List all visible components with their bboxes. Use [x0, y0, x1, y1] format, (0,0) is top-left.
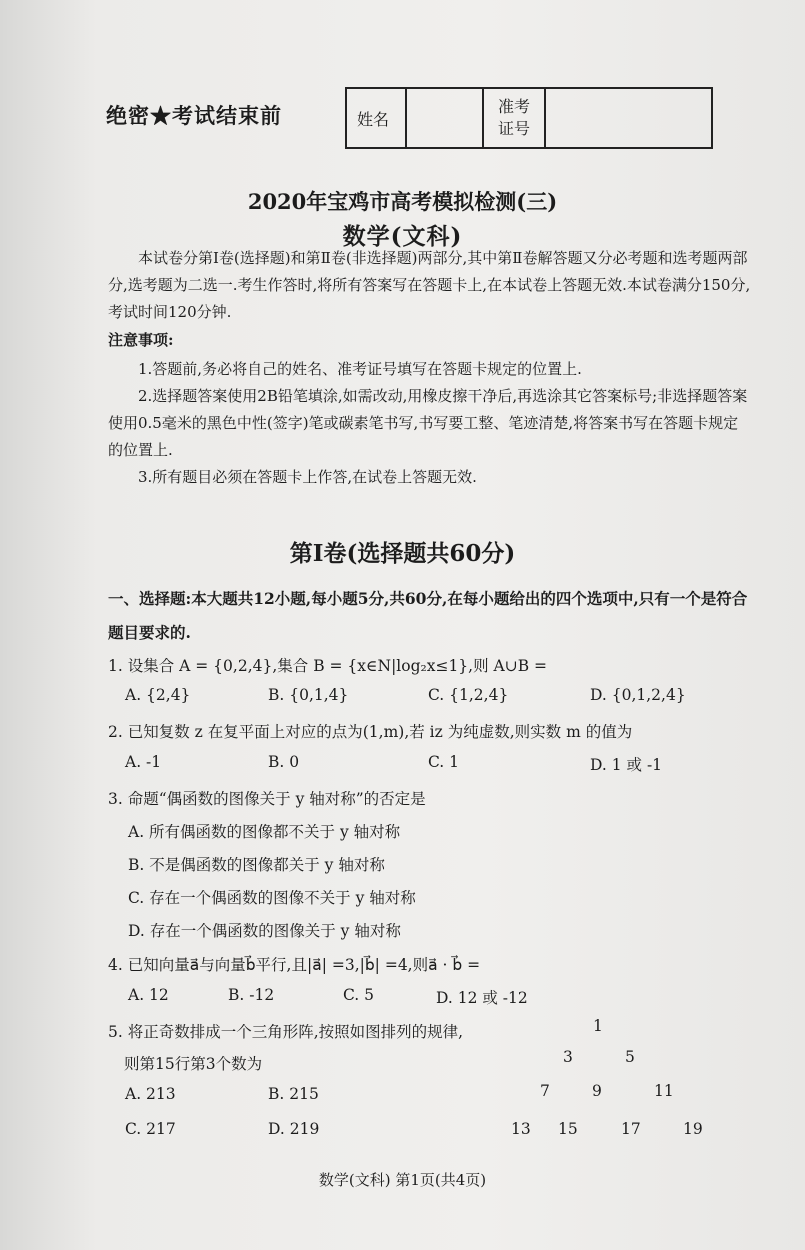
section-title: 第Ⅰ卷(选择题共60分)	[289, 540, 516, 567]
option: B. -12	[228, 986, 275, 1004]
option: C. 存在一个偶函数的图像不关于 y 轴对称	[128, 889, 416, 907]
triangle-number: 15	[558, 1120, 578, 1138]
question-stem: 3. 命题“偶函数的图像关于 y 轴对称”的否定是	[108, 790, 426, 808]
option: B. 0	[268, 753, 300, 771]
exam-id-label-line2: 证号	[497, 119, 530, 138]
option: D. 存在一个偶函数的图像关于 y 轴对称	[128, 922, 401, 940]
notice-item: 1.答题前,务必将自己的姓名、准考证号填写在答题卡规定的位置上.	[138, 360, 582, 378]
option: B. 不是偶函数的图像都关于 y 轴对称	[128, 856, 385, 874]
option: B. {0,1,4}	[268, 686, 349, 704]
option: D. {0,1,2,4}	[590, 686, 686, 704]
subject-title: 数学(文科)	[342, 223, 463, 250]
option: A. -1	[125, 753, 162, 771]
triangle-number: 5	[625, 1048, 635, 1066]
option: C. 1	[428, 753, 460, 771]
notice-heading: 注意事项:	[108, 331, 174, 349]
notice-item: 2.选择题答案使用2B铅笔填涂,如需改动,用橡皮擦干净后,再选涂其它答案标号;非选择题答案使用0.5毫米的黑色中性(签字)笔或碳素笔书写,书写要工整、笔迹清楚,将答案书写在答题卡规定的位置上.	[108, 387, 748, 459]
exam-id-field	[545, 88, 712, 148]
exam-id-label	[483, 88, 545, 148]
option: C. {1,2,4}	[428, 686, 509, 704]
option: D. 219	[268, 1120, 320, 1138]
option: C. 217	[125, 1120, 176, 1138]
triangle-number: 1	[593, 1017, 603, 1035]
option: D. 1 或 -1	[590, 756, 663, 774]
option: A. 213	[125, 1085, 176, 1103]
part1-instructions: 一、选择题:本大题共12小题,每小题5分,共60分,在每小题给出的四个选项中,只有一个是符合题目要求的.	[108, 589, 748, 642]
triangle-number: 17	[621, 1120, 641, 1138]
confidential-label: 绝密★考试结束前	[106, 103, 282, 128]
name-field	[406, 88, 483, 148]
question-stem: 4. 已知向量a⃗与向量b⃗平行,且|a⃗| =3,|b⃗| =4,则a⃗ · b⃗ =	[108, 956, 481, 974]
triangle-number: 9	[592, 1082, 602, 1100]
exam-id-label-line1: 准考	[497, 97, 530, 116]
page-footer: 数学(文科) 第1页(共4页)	[318, 1171, 487, 1189]
question-stem-continued: 则第15行第3个数为	[124, 1055, 263, 1073]
option: A. 12	[128, 986, 169, 1004]
triangle-number: 13	[511, 1120, 531, 1138]
question-stem: 1. 设集合 A = {0,2,4},集合 B = {x∈N|log₂x≤1},则 A∪B =	[108, 657, 548, 675]
name-label: 姓名	[346, 88, 406, 148]
option: A. {2,4}	[125, 686, 191, 704]
option: D. 12 或 -12	[436, 989, 528, 1007]
student-info-box	[345, 87, 713, 149]
question-stem: 5. 将正奇数排成一个三角形阵,按照如图排列的规律,	[108, 1023, 464, 1041]
notice-item: 3.所有题目必须在答题卡上作答,在试卷上答题无效.	[138, 468, 477, 486]
triangle-number: 7	[540, 1082, 550, 1100]
triangle-number: 3	[563, 1048, 573, 1066]
exam-title: 2020年宝鸡市高考模拟检测(三)	[247, 189, 558, 214]
triangle-number: 19	[683, 1120, 703, 1138]
option: C. 5	[343, 986, 375, 1004]
intro-paragraph: 本试卷分第Ⅰ卷(选择题)和第Ⅱ卷(非选择题)两部分,其中第Ⅱ卷解答题又分必考题和选考题两部分,选考题为二选一.考生作答时,将所有答案写在答题卡上,在本试卷上答题无效.本试卷满分150分,考试时间120分钟.	[108, 249, 751, 321]
option: A. 所有偶函数的图像都不关于 y 轴对称	[128, 823, 401, 841]
question-stem: 2. 已知复数 z 在复平面上对应的点为(1,m),若 iz 为纯虚数,则实数 m 的值为	[108, 723, 633, 741]
triangle-number: 11	[654, 1082, 674, 1100]
option: B. 215	[268, 1085, 319, 1103]
